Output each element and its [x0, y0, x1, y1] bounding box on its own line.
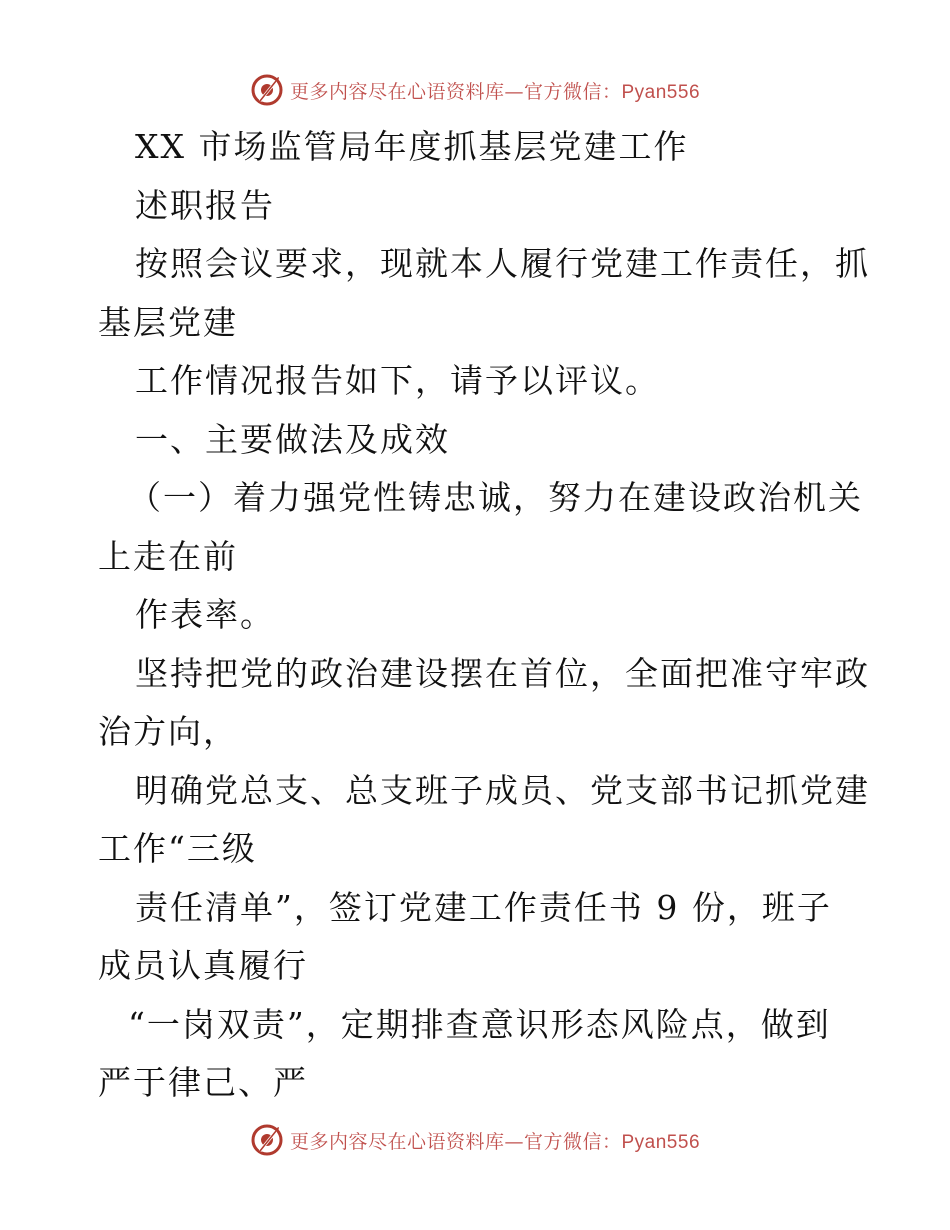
header-banner-label: 更多内容尽在心语资料库—官方微信： — [289, 80, 622, 103]
paragraph-line: 成员认真履行 — [98, 946, 308, 985]
header-banner-wechat: Pyan556 — [621, 81, 701, 103]
paragraph-line: 治方向， — [98, 712, 238, 751]
section-heading: 一、主要做法及成效 — [135, 419, 450, 459]
header-banner — [0, 70, 950, 110]
footer-banner-label: 更多内容尽在心语资料库—官方微信： — [289, 1130, 622, 1153]
brand-logo-icon — [250, 1123, 284, 1157]
document-body — [98, 118, 870, 1113]
footer-banner-text — [290, 1127, 700, 1154]
footer-banner-wechat: Pyan556 — [621, 1131, 701, 1153]
paragraph-line: 坚持把党的政治建设摆在首位，全面把准守牢政 — [135, 653, 870, 693]
paragraph-line: 严于律己、严 — [98, 1063, 308, 1102]
header-banner-text — [290, 77, 700, 104]
paragraph-line: 上走在前 — [98, 536, 238, 576]
paragraph-line: 工作“三级 — [98, 829, 257, 868]
brand-logo-icon — [250, 73, 284, 107]
paragraph-line: 基层党建 — [98, 302, 238, 342]
paragraph-line: 责任清单”，签订党建工作责任书 9 份，班子 — [135, 887, 832, 927]
paragraph-line: 明确党总支、总支班子成员、党支部书记抓党建 — [135, 770, 870, 810]
paragraph-line: 按照会议要求，现就本人履行党建工作责任，抓 — [135, 244, 870, 283]
paragraph-line: “一岗双责”，定期排查意识形态风险点，做到 — [128, 1004, 831, 1044]
paragraph-line: 工作情况报告如下，请予以评议。 — [135, 361, 660, 400]
doc-title-line-1: XX 市场监管局年度抓基层党建工作 — [135, 127, 689, 166]
subsection-heading: （一）着力强党性铸忠诚，努力在建设政治机关 — [128, 478, 863, 517]
footer-banner — [0, 1120, 950, 1160]
paragraph-line: 作表率。 — [135, 595, 275, 634]
doc-title-line-2: 述职报告 — [135, 185, 275, 225]
